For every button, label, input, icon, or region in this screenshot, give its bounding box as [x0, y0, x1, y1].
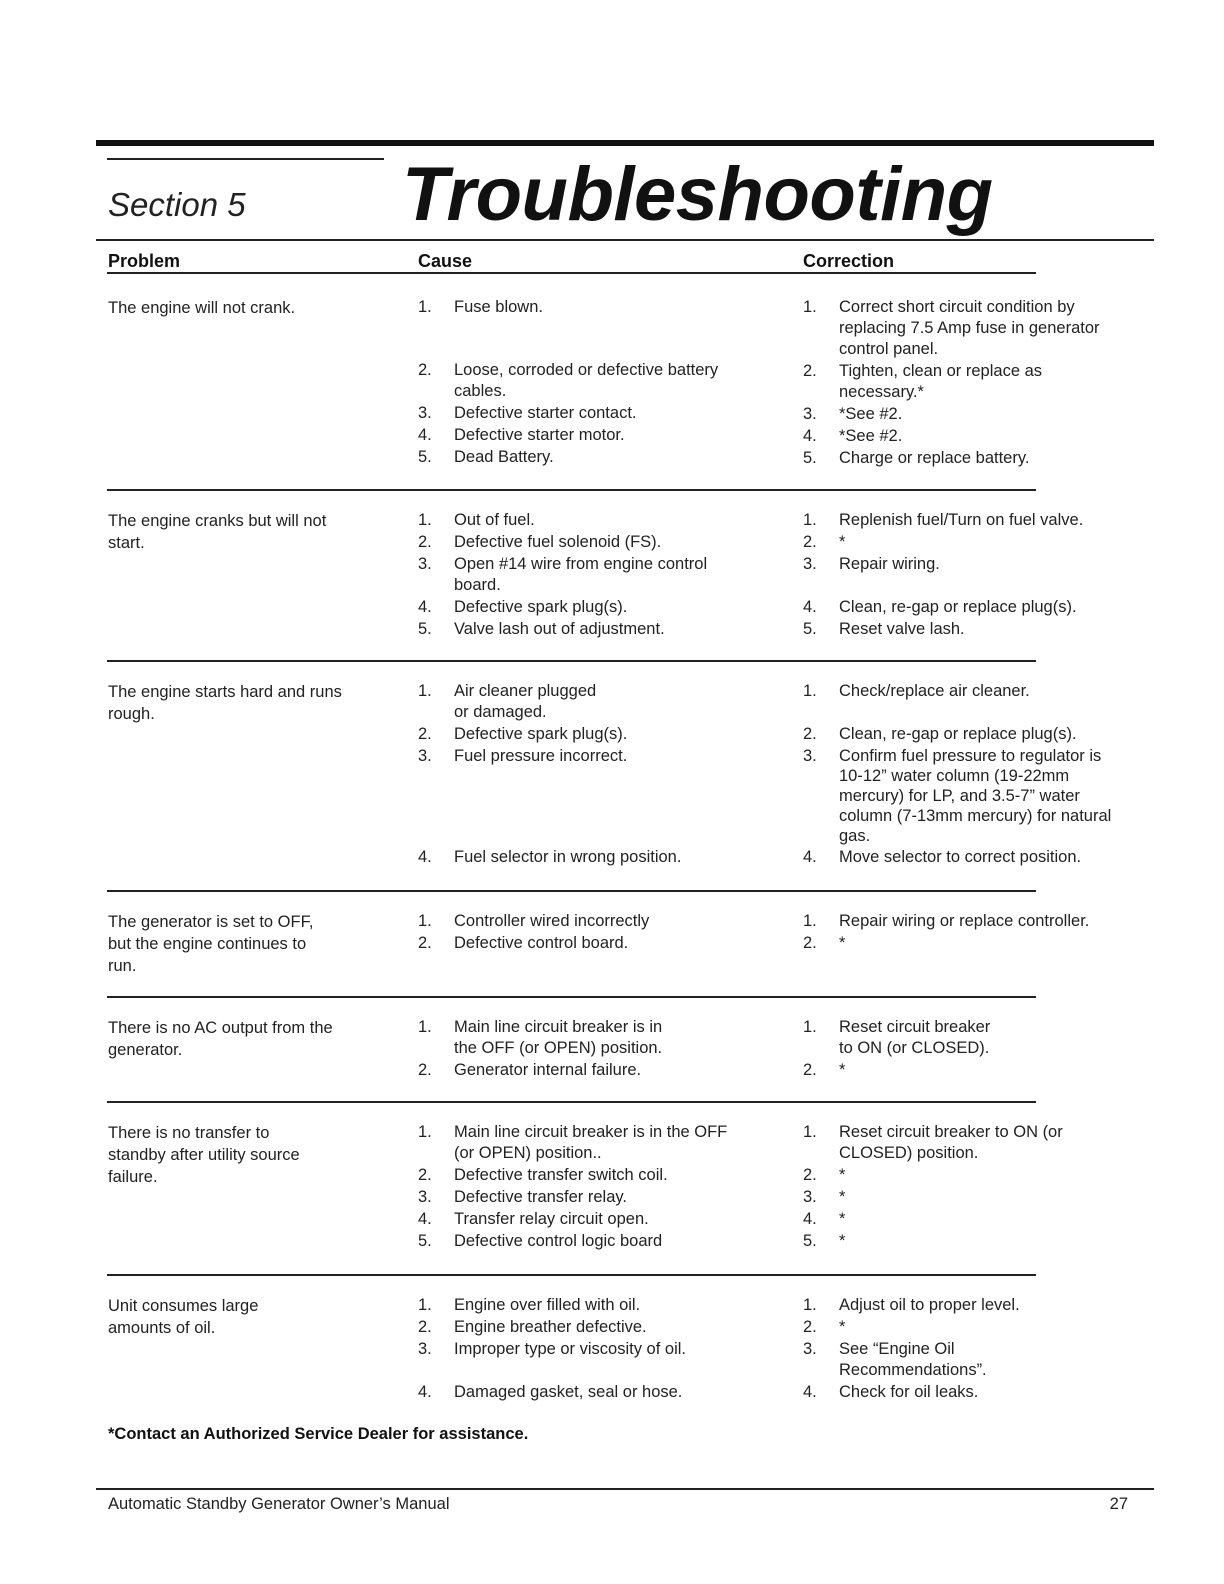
- list-item: [418, 532, 768, 553]
- list-item: [803, 1060, 1123, 1081]
- footer-rule: [96, 1488, 1154, 1490]
- cause-list: [418, 1122, 768, 1253]
- item-text: *: [839, 1166, 846, 1184]
- list-item: [803, 933, 1123, 954]
- correction-list: [803, 1122, 1123, 1253]
- correction-list: [803, 681, 1123, 869]
- list-item: [803, 1165, 1123, 1186]
- item-text: Defective spark plug(s).: [454, 598, 628, 616]
- list-item: [803, 532, 1123, 553]
- title-rule: [96, 239, 1154, 241]
- list-item: [418, 681, 768, 723]
- item-text: Improper type or viscosity of oil.: [454, 1340, 686, 1358]
- item-text: *: [839, 1188, 846, 1206]
- section-rule: [107, 158, 384, 160]
- item-text: Defective control logic board: [454, 1232, 663, 1250]
- problem-text: The engine cranks but will not start.: [108, 512, 327, 552]
- list-item: [803, 426, 1123, 447]
- item-number: 1.: [803, 1296, 817, 1314]
- list-item: [803, 911, 1123, 932]
- item-number: 3.: [803, 747, 817, 765]
- item-number: 1.: [803, 1018, 817, 1036]
- item-text: Main line circuit breaker is in the OFF (or OPEN) position..: [454, 1123, 728, 1162]
- list-item: [418, 1017, 768, 1059]
- list-item: [803, 1122, 1123, 1164]
- cause-list: [418, 911, 768, 955]
- item-text: Defective starter motor.: [454, 426, 625, 444]
- item-number: 1.: [803, 1123, 817, 1141]
- list-item: [418, 1339, 768, 1360]
- item-text: Defective transfer relay.: [454, 1188, 628, 1206]
- item-text: Reset valve lash.: [839, 620, 965, 638]
- item-number: 1.: [418, 682, 432, 700]
- item-text: *: [839, 1318, 846, 1336]
- item-number: 1.: [418, 298, 432, 316]
- section-label: Section 5: [108, 186, 246, 223]
- list-item: [418, 403, 768, 424]
- row-divider: [107, 1101, 1036, 1103]
- item-text: *See #2.: [839, 427, 903, 445]
- page-title: Troubleshooting: [402, 152, 993, 237]
- list-item: [418, 1231, 768, 1252]
- item-text: Tighten, clean or replace as necessary.*: [839, 362, 1043, 401]
- column-header-correction: Correction: [803, 251, 895, 271]
- item-number: 2.: [418, 725, 432, 743]
- list-item: [803, 597, 1123, 618]
- item-number: 4.: [418, 598, 432, 616]
- row-divider: [107, 890, 1036, 892]
- item-text: Defective fuel solenoid (FS).: [454, 533, 662, 551]
- list-item: [803, 1231, 1123, 1252]
- item-text: Fuel selector in wrong position.: [454, 848, 682, 866]
- correction-list: [803, 1017, 1123, 1082]
- list-item: [418, 1317, 768, 1338]
- item-number: 2.: [803, 533, 817, 551]
- problem-text: The generator is set to OFF, but the engine continues to run.: [108, 913, 314, 975]
- list-item: [418, 1122, 768, 1164]
- item-text: Confirm fuel pressure to regulator is 10-12” water column (19-22mm mercury) for LP, and 3.5-7” water column (7-13mm mercury) for natural gas.: [839, 747, 1112, 845]
- item-number: 3.: [418, 1188, 432, 1206]
- item-text: Transfer relay circuit open.: [454, 1210, 649, 1228]
- item-text: Check/replace air cleaner.: [839, 682, 1030, 700]
- item-number: 2.: [803, 934, 817, 952]
- row-divider: [107, 1274, 1036, 1276]
- list-item: [418, 1382, 768, 1403]
- item-number: 2.: [418, 1061, 432, 1079]
- item-text: *: [839, 1061, 846, 1079]
- list-item: [803, 1017, 1123, 1059]
- cause-list: [418, 297, 768, 469]
- footer-manual-title: Automatic Standby Generator Owner’s Manual: [108, 1495, 450, 1513]
- item-number: 1.: [418, 511, 432, 529]
- item-text: Adjust oil to proper level.: [839, 1296, 1020, 1314]
- item-number: 3.: [803, 1188, 817, 1206]
- item-text: Damaged gasket, seal or hose.: [454, 1383, 683, 1401]
- item-text: Charge or replace battery.: [839, 449, 1030, 467]
- item-text: Out of fuel.: [454, 511, 535, 529]
- item-number: 2.: [418, 1166, 432, 1184]
- list-item: [418, 911, 768, 932]
- item-number: 2.: [418, 1318, 432, 1336]
- problem-text: There is no AC output from the generator.: [108, 1019, 333, 1059]
- list-item: [803, 746, 1123, 846]
- item-text: Fuse blown.: [454, 298, 543, 316]
- item-text: Loose, corroded or defective battery cables.: [454, 361, 719, 400]
- item-number: 4.: [803, 848, 817, 866]
- item-number: 3.: [418, 747, 432, 765]
- item-text: *: [839, 533, 846, 551]
- list-item: [803, 361, 1123, 403]
- item-number: 2.: [803, 1318, 817, 1336]
- list-item: [803, 448, 1123, 469]
- item-text: Main line circuit breaker is in the OFF (or OPEN) position.: [454, 1018, 663, 1057]
- footnote: *Contact an Authorized Service Dealer for assistance.: [108, 1425, 529, 1443]
- list-item: [418, 746, 768, 767]
- item-number: 2.: [418, 934, 432, 952]
- item-text: Open #14 wire from engine control board.: [454, 555, 708, 594]
- cause-list: [418, 510, 768, 641]
- item-text: *See #2.: [839, 405, 903, 423]
- item-text: *: [839, 1210, 846, 1228]
- item-text: Dead Battery.: [454, 448, 554, 466]
- item-text: Repair wiring.: [839, 555, 940, 573]
- item-text: Repair wiring or replace controller.: [839, 912, 1090, 930]
- correction-list: [803, 297, 1123, 470]
- list-item: [418, 1165, 768, 1186]
- item-number: 3.: [418, 1340, 432, 1358]
- list-item: [803, 1187, 1123, 1208]
- item-text: Clean, re-gap or replace plug(s).: [839, 598, 1077, 616]
- item-number: 3.: [803, 555, 817, 573]
- column-header-problem: Problem: [108, 251, 181, 271]
- item-text: Defective control board.: [454, 934, 629, 952]
- item-number: 4.: [418, 1383, 432, 1401]
- list-item: [418, 1209, 768, 1230]
- item-number: 2.: [803, 1061, 817, 1079]
- item-number: 4.: [803, 427, 817, 445]
- item-text: Reset circuit breaker to ON (or CLOSED).: [839, 1018, 991, 1057]
- top-rule: [96, 140, 1154, 146]
- list-item: [803, 1209, 1123, 1230]
- item-number: 5.: [803, 449, 817, 467]
- list-item: [418, 425, 768, 446]
- item-number: 1.: [803, 298, 817, 316]
- item-number: 2.: [418, 533, 432, 551]
- item-number: 2.: [803, 362, 817, 380]
- row-divider: [107, 660, 1036, 662]
- row-divider: [107, 489, 1036, 491]
- item-text: Air cleaner plugged or damaged.: [454, 682, 597, 721]
- row-divider: [107, 996, 1036, 998]
- item-text: Valve lash out of adjustment.: [454, 620, 665, 638]
- item-text: *: [839, 1232, 846, 1250]
- problem-text: The engine will not crank.: [108, 299, 296, 317]
- item-number: 2.: [803, 725, 817, 743]
- item-text: Defective spark plug(s).: [454, 725, 628, 743]
- list-item: [803, 681, 1123, 702]
- item-number: 5.: [418, 1232, 432, 1250]
- item-number: 4.: [418, 848, 432, 866]
- list-item: [803, 1295, 1123, 1316]
- item-text: Correct short circuit condition by replacing 7.5 Amp fuse in generator control panel.: [839, 298, 1100, 358]
- list-item: [803, 1339, 1123, 1381]
- header-rule: [107, 272, 1036, 274]
- list-item: [418, 554, 768, 596]
- cause-list: [418, 681, 768, 869]
- item-text: See “Engine Oil Recommendations”.: [839, 1340, 987, 1379]
- correction-list: [803, 510, 1123, 641]
- item-number: 1.: [418, 1123, 432, 1141]
- list-item: [803, 1317, 1123, 1338]
- item-text: Move selector to correct position.: [839, 848, 1082, 866]
- item-text: Controller wired incorrectly: [454, 912, 650, 930]
- list-item: [418, 447, 768, 468]
- item-number: 5.: [418, 448, 432, 466]
- item-text: Engine over filled with oil.: [454, 1296, 641, 1314]
- item-text: *: [839, 934, 846, 952]
- list-item: [418, 1060, 768, 1081]
- cause-list: [418, 1295, 768, 1404]
- list-item: [418, 597, 768, 618]
- item-number: 1.: [418, 1018, 432, 1036]
- list-item: [418, 1295, 768, 1316]
- item-number: 1.: [418, 912, 432, 930]
- correction-list: [803, 1295, 1123, 1404]
- item-number: 2.: [803, 1166, 817, 1184]
- item-number: 1.: [803, 511, 817, 529]
- list-item: [803, 404, 1123, 425]
- list-item: [803, 297, 1123, 360]
- item-text: Defective starter contact.: [454, 404, 637, 422]
- item-text: Fuel pressure incorrect.: [454, 747, 628, 765]
- item-number: 4.: [803, 1383, 817, 1401]
- list-item: [803, 554, 1123, 575]
- problem-text: There is no transfer to standby after utility source failure.: [108, 1124, 300, 1186]
- item-number: 1.: [418, 1296, 432, 1314]
- item-number: 5.: [418, 620, 432, 638]
- item-text: Replenish fuel/Turn on fuel valve.: [839, 511, 1084, 529]
- list-item: [803, 724, 1123, 745]
- item-number: 4.: [803, 598, 817, 616]
- item-number: 1.: [803, 682, 817, 700]
- item-number: 5.: [803, 620, 817, 638]
- item-text: Clean, re-gap or replace plug(s).: [839, 725, 1077, 743]
- problem-text: Unit consumes large amounts of oil.: [108, 1297, 259, 1337]
- list-item: [418, 1187, 768, 1208]
- list-item: [418, 933, 768, 954]
- cause-list: [418, 1017, 768, 1082]
- item-number: 5.: [803, 1232, 817, 1250]
- item-text: Engine breather defective.: [454, 1318, 647, 1336]
- item-number: 1.: [803, 912, 817, 930]
- item-number: 4.: [418, 1210, 432, 1228]
- list-item: [418, 510, 768, 531]
- item-text: Reset circuit breaker to ON (or CLOSED) position.: [839, 1123, 1063, 1162]
- column-header-cause: Cause: [418, 251, 473, 271]
- list-item: [418, 619, 768, 640]
- item-number: 3.: [418, 555, 432, 573]
- item-number: 3.: [803, 1340, 817, 1358]
- correction-list: [803, 911, 1123, 955]
- item-number: 4.: [418, 426, 432, 444]
- list-item: [418, 360, 768, 402]
- item-text: Defective transfer switch coil.: [454, 1166, 668, 1184]
- list-item: [803, 1382, 1123, 1403]
- list-item: [418, 297, 768, 318]
- problem-text: The engine starts hard and runs rough.: [108, 683, 342, 723]
- item-number: 3.: [418, 404, 432, 422]
- page-number: 27: [1109, 1495, 1128, 1513]
- list-item: [803, 510, 1123, 531]
- item-text: Check for oil leaks.: [839, 1383, 979, 1401]
- item-number: 3.: [803, 405, 817, 423]
- item-text: Generator internal failure.: [454, 1061, 642, 1079]
- item-number: 4.: [803, 1210, 817, 1228]
- list-item: [803, 847, 1123, 868]
- list-item: [418, 847, 768, 868]
- list-item: [803, 619, 1123, 640]
- list-item: [418, 724, 768, 745]
- item-number: 2.: [418, 361, 432, 379]
